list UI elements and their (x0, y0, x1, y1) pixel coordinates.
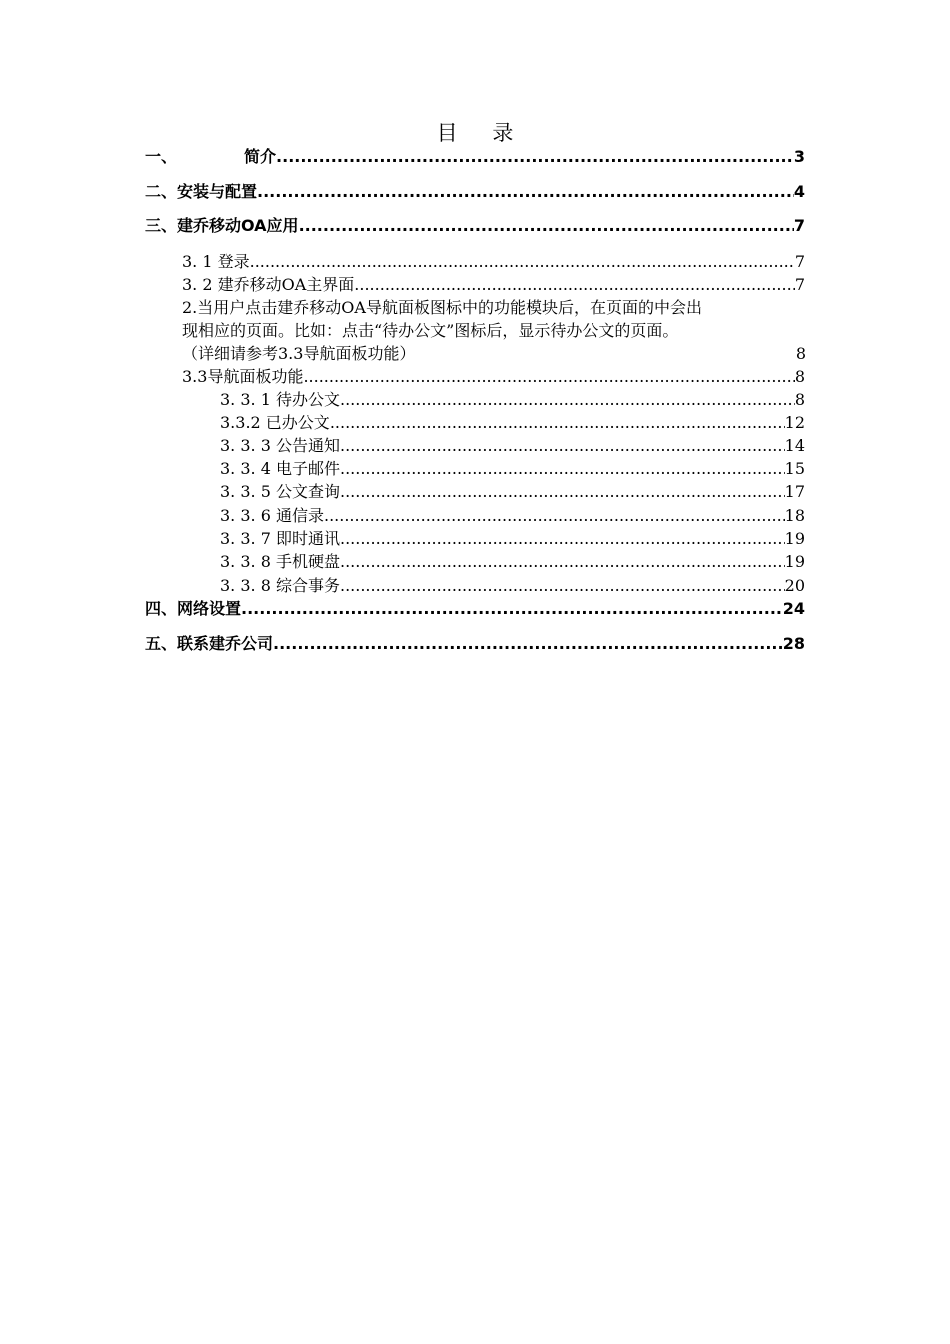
toc-paragraph-line: 2.当用户点击建乔移动OA导航面板图标中的功能模块后，在页面的中会出 (182, 298, 702, 317)
dot-leader (340, 390, 795, 410)
toc-page-number: 17 (784, 482, 805, 501)
toc-page-number: 7 (793, 216, 805, 235)
dot-leader (354, 275, 795, 295)
toc-paragraph-line: 现相应的页面。比如：点击“待办公文”图标后，显示待办公文的页面。 (182, 321, 679, 340)
dot-leader (340, 436, 785, 456)
toc-entry-label: 五、联系建乔公司 (145, 634, 274, 653)
toc-entry-label: 3. 3. 8 手机硬盘 (220, 552, 340, 571)
toc-page-number: 20 (784, 576, 805, 595)
toc-entry-login[interactable] (182, 252, 805, 272)
toc-page-number: 28 (782, 634, 805, 653)
dot-leader (276, 147, 794, 167)
toc-entry-label: 三、建乔移动OA应用 (145, 216, 299, 235)
toc-entry-instant-messaging[interactable] (220, 529, 805, 549)
toc-page-number: 12 (784, 413, 805, 432)
toc-page-number: 3 (793, 147, 805, 166)
toc-page-number: 19 (784, 529, 805, 548)
dot-leader (330, 413, 785, 433)
toc-entry-email[interactable] (220, 459, 805, 479)
toc-page-number: 4 (793, 182, 805, 201)
toc-entry-label: 3. 3. 3 公告通知 (220, 436, 340, 455)
toc-entry-label: 四、网络设置 (145, 599, 242, 618)
toc-entry-label: 3. 3. 7 即时通讯 (220, 529, 340, 548)
toc-entry-phone-disk[interactable] (220, 552, 805, 572)
toc-title: 目 录 (436, 121, 528, 145)
toc-entry-main-ui[interactable] (182, 275, 805, 295)
toc-page-number: 19 (784, 552, 805, 571)
toc-entry-label: 3. 3. 4 电子邮件 (220, 459, 340, 478)
toc-page-number: 8 (794, 390, 805, 409)
toc-page-number: 14 (784, 436, 805, 455)
toc-entry-oa-app[interactable] (145, 216, 805, 236)
dot-leader (273, 634, 783, 654)
toc-entry-label: 3. 3. 1 待办公文 (220, 390, 340, 409)
toc-paragraph-entry[interactable] (182, 296, 806, 365)
toc-entry-label: 3.3.2 已办公文 (220, 413, 330, 432)
toc-entry-label: 3. 3. 6 通信录 (220, 506, 324, 525)
toc-paragraph-line: （详细请参考3.3导航面板功能） (182, 344, 416, 363)
toc-entry-label: 二、安装与配置 (145, 182, 258, 201)
toc-entry-done-docs[interactable] (220, 413, 805, 433)
toc-entry-label: 简介 (244, 147, 277, 166)
dot-leader (340, 552, 785, 572)
dot-leader (324, 506, 785, 526)
toc-paragraph-last-line (182, 342, 806, 365)
toc-entry-doc-search[interactable] (220, 482, 805, 502)
toc-page-number: 8 (795, 344, 806, 363)
toc-entry-label: 3. 3. 8 综合事务 (220, 576, 340, 595)
toc-entry-general-affairs[interactable] (220, 576, 805, 596)
dot-leader (241, 599, 783, 619)
toc-entry-label: 3.3导航面板功能 (182, 367, 304, 386)
toc-page-number: 8 (794, 367, 805, 386)
toc-entry-label: 3. 2 建乔移动OA主界面 (182, 275, 355, 294)
toc-page-number: 15 (784, 459, 805, 478)
toc-entry-notices[interactable] (220, 436, 805, 456)
toc-page-number: 18 (784, 506, 805, 525)
dot-leader (340, 459, 785, 479)
toc-entry-label: 3. 1 登录 (182, 252, 250, 271)
toc-entry-contacts[interactable] (220, 506, 805, 526)
dot-leader (257, 182, 794, 202)
dot-leader (303, 367, 794, 387)
dot-leader (340, 482, 785, 502)
dot-leader (340, 529, 785, 549)
toc-entry-number: 一、 (145, 147, 178, 166)
toc-entry-nav-panel[interactable] (182, 367, 805, 387)
toc-entry-intro[interactable] (145, 147, 805, 167)
toc-entry-network[interactable] (145, 599, 805, 619)
toc-page-number: 7 (794, 275, 805, 294)
toc-entry-contact-company[interactable] (145, 634, 805, 654)
dot-leader (299, 216, 794, 236)
dot-leader (250, 252, 795, 272)
toc-page-number: 24 (782, 599, 805, 618)
toc-entry-install[interactable] (145, 182, 805, 202)
toc-entry-pending-docs[interactable] (220, 390, 805, 410)
toc-entry-label: 3. 3. 5 公文查询 (220, 482, 340, 501)
dot-leader (340, 576, 785, 596)
toc-page-number: 7 (794, 252, 805, 271)
